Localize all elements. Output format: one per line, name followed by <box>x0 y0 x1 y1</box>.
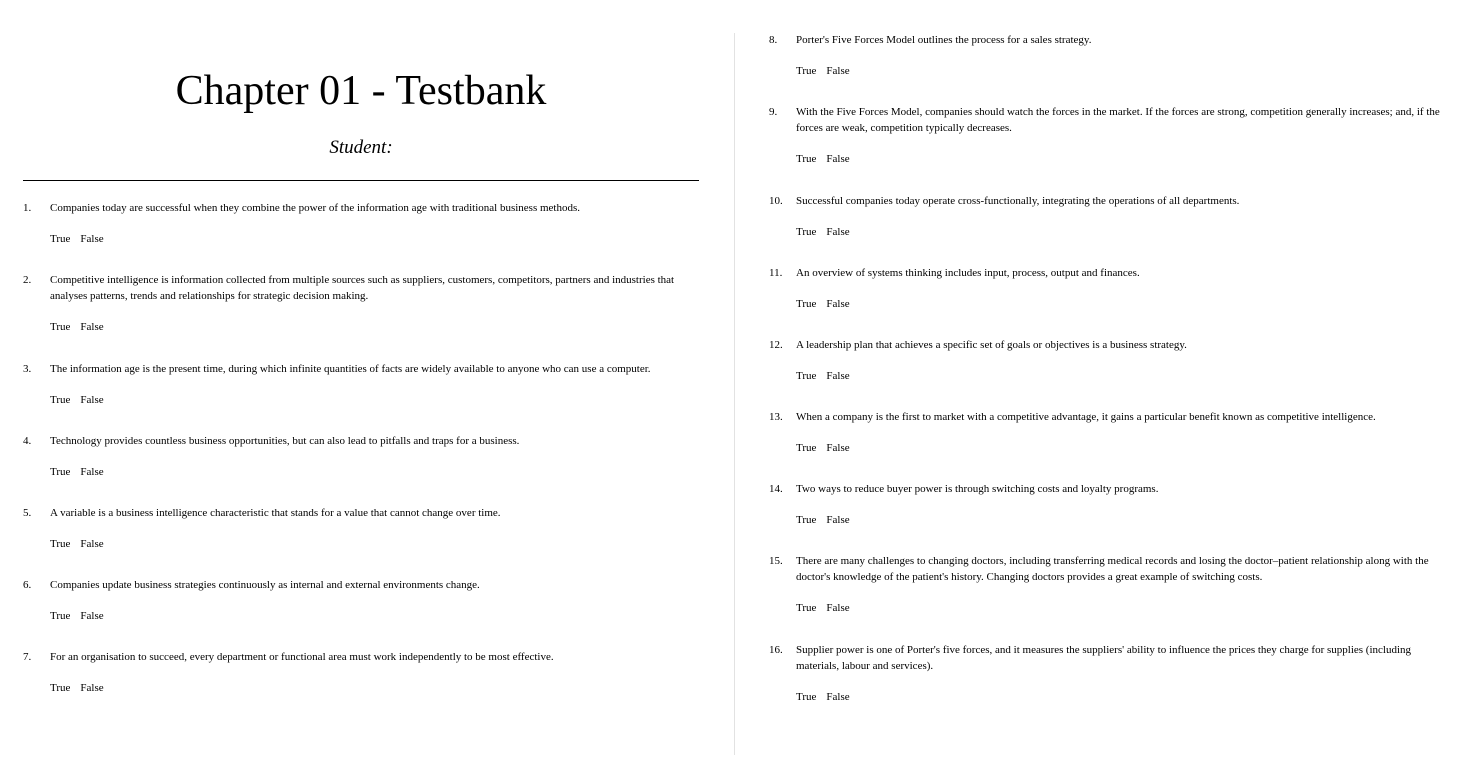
true-option[interactable]: True <box>796 298 817 310</box>
true-option[interactable]: True <box>796 691 817 703</box>
question-1 <box>23 200 683 247</box>
false-option[interactable]: False <box>826 226 850 238</box>
question-5 <box>23 505 683 552</box>
question-7 <box>23 649 683 696</box>
true-false-options <box>796 440 1449 456</box>
question-text: Porter's Five Forces Model outlines the process for a sales strategy. <box>796 34 1092 46</box>
false-option[interactable]: False <box>80 610 104 622</box>
question-text: There are many challenges to changing doctors, including transferring medical records and losing the doctor–patient relationship along with the doctor's knowledge of the patient's history. Changing doctors provides a great example of switching costs. <box>796 555 1429 583</box>
true-false-options <box>50 608 683 624</box>
true-false-options <box>796 151 1449 167</box>
question-number: 3. <box>23 363 32 375</box>
true-option[interactable]: True <box>796 514 817 526</box>
question-text: Companies today are successful when they combine the power of the information age with traditional business methods. <box>50 202 581 214</box>
true-false-options <box>796 296 1449 312</box>
student-label: Student: <box>329 137 393 158</box>
true-false-options <box>50 319 683 335</box>
true-option[interactable]: True <box>50 394 71 406</box>
false-option[interactable]: False <box>826 691 850 703</box>
question-number: 13. <box>769 411 783 423</box>
true-false-options <box>50 231 683 247</box>
question-text: For an organisation to succeed, every department or functional area must work independently to be most effective. <box>50 651 554 663</box>
true-option[interactable]: True <box>796 602 817 614</box>
true-false-options <box>50 464 683 480</box>
true-option[interactable]: True <box>796 65 817 77</box>
true-false-options <box>796 600 1449 616</box>
false-option[interactable]: False <box>826 370 850 382</box>
false-option[interactable]: False <box>80 682 104 694</box>
questions-left-column <box>23 200 683 721</box>
true-false-options <box>50 680 683 696</box>
question-text: An overview of systems thinking includes input, process, output and finances. <box>796 267 1140 279</box>
false-option[interactable]: False <box>80 321 104 333</box>
true-false-options <box>796 368 1449 384</box>
page-title: Chapter 01 - Testbank <box>175 68 547 114</box>
true-option[interactable]: True <box>796 442 817 454</box>
question-2 <box>23 272 683 335</box>
question-14 <box>769 481 1449 528</box>
question-number: 6. <box>23 579 32 591</box>
question-text: Successful companies today operate cross-functionally, integrating the operations of all departments. <box>796 195 1240 207</box>
question-number: 12. <box>769 339 783 351</box>
column-divider <box>734 33 735 755</box>
true-option[interactable]: True <box>50 538 71 550</box>
question-text: Technology provides countless business opportunities, but can also lead to pitfalls and traps for a business. <box>50 435 520 447</box>
false-option[interactable]: False <box>826 602 850 614</box>
false-option[interactable]: False <box>826 298 850 310</box>
question-text: The information age is the present time, during which infinite quantities of facts are widely available to anyone who can use a computer. <box>50 363 651 375</box>
question-15 <box>769 553 1449 616</box>
true-option[interactable]: True <box>50 610 71 622</box>
question-number: 7. <box>23 651 32 663</box>
false-option[interactable]: False <box>826 65 850 77</box>
question-number: 4. <box>23 435 32 447</box>
question-number: 1. <box>23 202 32 214</box>
false-option[interactable]: False <box>826 153 850 165</box>
question-11 <box>769 265 1449 312</box>
question-12 <box>769 337 1449 384</box>
question-number: 16. <box>769 644 783 656</box>
question-number: 11. <box>769 267 783 279</box>
question-4 <box>23 433 683 480</box>
true-false-options <box>796 689 1449 705</box>
true-false-options <box>50 536 683 552</box>
true-false-options <box>50 392 683 408</box>
false-option[interactable]: False <box>826 514 850 526</box>
question-16 <box>769 642 1449 705</box>
question-number: 2. <box>23 274 32 286</box>
question-10 <box>769 193 1449 240</box>
false-option[interactable]: False <box>80 233 104 245</box>
question-number: 8. <box>769 34 778 46</box>
question-text: Two ways to reduce buyer power is through switching costs and loyalty programs. <box>796 483 1159 495</box>
true-false-options <box>796 63 1449 79</box>
false-option[interactable]: False <box>80 538 104 550</box>
questions-right-column <box>769 32 1449 731</box>
true-false-options <box>796 224 1449 240</box>
true-option[interactable]: True <box>796 153 817 165</box>
question-text: With the Five Forces Model, companies should watch the forces in the market. If the forces are strong, competition generally increases; and, if the forces are weak, competition typically decreases. <box>796 106 1440 134</box>
true-option[interactable]: True <box>50 466 71 478</box>
true-option[interactable]: True <box>50 682 71 694</box>
question-number: 15. <box>769 555 783 567</box>
question-number: 14. <box>769 483 783 495</box>
true-option[interactable]: True <box>50 321 71 333</box>
true-option[interactable]: True <box>50 233 71 245</box>
true-option[interactable]: True <box>796 226 817 238</box>
true-option[interactable]: True <box>796 370 817 382</box>
question-8 <box>769 32 1449 79</box>
question-text: When a company is the first to market with a competitive advantage, it gains a particular benefit known as competitive intelligence. <box>796 411 1376 423</box>
question-6 <box>23 577 683 624</box>
question-number: 5. <box>23 507 32 519</box>
true-false-options <box>796 512 1449 528</box>
question-number: 10. <box>769 195 783 207</box>
header-rule <box>23 180 699 181</box>
question-text: Competitive intelligence is information collected from multiple sources such as suppliers, customers, competitors, partners and industries that analyses patterns, trends and relationships for strategic decision making. <box>50 274 675 302</box>
question-text: A leadership plan that achieves a specific set of goals or objectives is a business strategy. <box>796 339 1187 351</box>
question-text: Supplier power is one of Porter's five forces, and it measures the suppliers' ability to influence the prices they charge for supplies (including materials, labour and services). <box>796 644 1412 672</box>
question-text: Companies update business strategies continuously as internal and external environments change. <box>50 579 480 591</box>
false-option[interactable]: False <box>826 442 850 454</box>
question-13 <box>769 409 1449 456</box>
question-9 <box>769 104 1449 167</box>
question-text: A variable is a business intelligence characteristic that stands for a value that cannot change over time. <box>50 507 501 519</box>
question-3 <box>23 361 683 408</box>
question-number: 9. <box>769 106 778 118</box>
false-option[interactable]: False <box>80 394 104 406</box>
false-option[interactable]: False <box>80 466 104 478</box>
